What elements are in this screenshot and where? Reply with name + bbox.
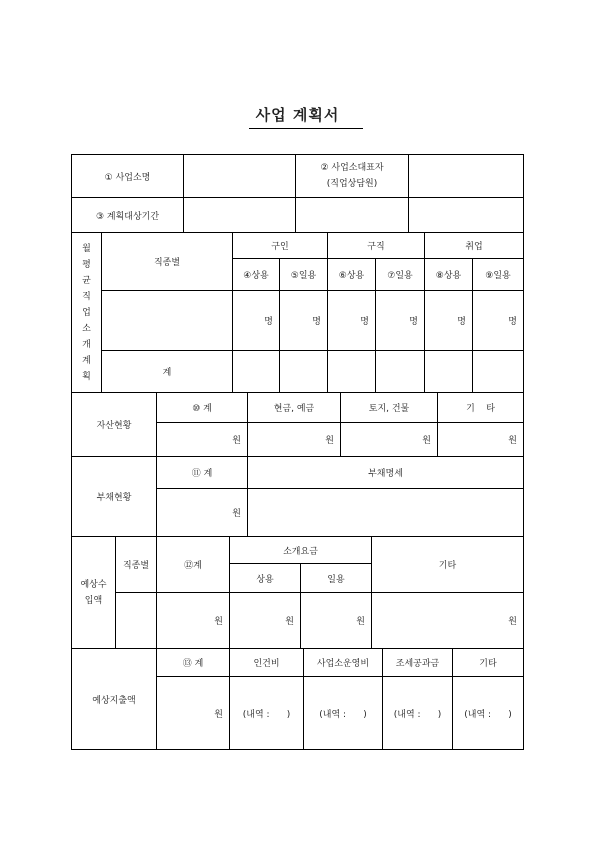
income-other-label: 기타	[372, 537, 523, 593]
debts-detail-cell[interactable]	[248, 489, 523, 537]
assets-header: ⑩ 계	[157, 393, 248, 423]
expense-detail-cell[interactable]: (내역 : )	[383, 677, 453, 749]
debts-total-label: ⑪ 계	[157, 457, 248, 489]
expense-total-cell[interactable]: 원	[157, 677, 230, 749]
income-total-label: ⑫계	[157, 537, 230, 593]
debts-total-cell[interactable]: 원	[157, 489, 248, 537]
monthly-total-cell[interactable]	[473, 351, 523, 393]
expense-header: 인건비	[230, 649, 304, 677]
monthly-total-cell[interactable]	[233, 351, 280, 393]
expense-side-label: 예상지출액	[72, 649, 157, 749]
assets-value-cell[interactable]: 원	[341, 423, 438, 457]
expense-header: 기타	[453, 649, 523, 677]
monthly-sub-header: ④상용	[233, 259, 280, 291]
income-value-cell[interactable]: 원	[230, 593, 301, 649]
monthly-group-employ: 취업	[425, 233, 523, 259]
title-underline	[249, 128, 363, 129]
monthly-job-type-field[interactable]	[102, 291, 233, 351]
expense-header: 조세공과금	[383, 649, 453, 677]
income-job-type-label: 직종별	[116, 537, 157, 593]
monthly-count-cell[interactable]: 명	[328, 291, 376, 351]
monthly-sub-header: ⑨일용	[473, 259, 523, 291]
monthly-count-cell[interactable]: 명	[280, 291, 328, 351]
representative-label-line1: ② 사업소대표자	[320, 163, 384, 173]
monthly-total-cell[interactable]	[280, 351, 328, 393]
expense-header: ⑬ 계	[157, 649, 230, 677]
income-fee-label: 소개요금	[230, 537, 372, 564]
income-sub-header: 상용	[230, 564, 301, 593]
income-value-cell[interactable]: 원	[372, 593, 523, 649]
monthly-group-recruit: 구인	[233, 233, 328, 259]
monthly-sub-header: ⑧상용	[425, 259, 473, 291]
assets-header: 현금, 예금	[248, 393, 341, 423]
monthly-count-cell[interactable]: 명	[233, 291, 280, 351]
plan-period-label: ③ 계획대상기간	[72, 198, 184, 233]
expense-header: 사업소운영비	[304, 649, 383, 677]
monthly-job-type-label: 직종별	[102, 233, 233, 291]
assets-header: 토지, 건물	[341, 393, 438, 423]
monthly-total-label: 계	[102, 351, 233, 393]
business-name-field[interactable]	[184, 155, 296, 198]
monthly-sub-header: ⑥상용	[328, 259, 376, 291]
assets-value-cell[interactable]: 원	[157, 423, 248, 457]
income-job-type-cell[interactable]	[116, 593, 157, 649]
expense-detail-cell[interactable]: (내역 : )	[464, 709, 512, 720]
monthly-sub-header: ⑦일용	[376, 259, 425, 291]
monthly-total-cell[interactable]	[376, 351, 425, 393]
income-value-cell[interactable]: 원	[301, 593, 372, 649]
monthly-count-cell[interactable]: 명	[376, 291, 425, 351]
monthly-total-cell[interactable]	[425, 351, 473, 393]
plan-form-table	[71, 154, 524, 750]
monthly-total-cell[interactable]	[328, 351, 376, 393]
debts-detail-label: 부채명세	[248, 457, 523, 489]
monthly-plan-side-label: 월평균직업소개계획	[72, 233, 102, 393]
plan-period-field-2[interactable]	[296, 198, 409, 233]
expense-detail-cell[interactable]: (내역 : )	[304, 677, 383, 749]
business-name-label: ① 사업소명	[72, 155, 184, 198]
monthly-sub-header: ⑤일용	[280, 259, 328, 291]
document-title: 사업 계획서	[255, 106, 340, 124]
monthly-group-jobseek: 구직	[328, 233, 425, 259]
plan-period-field-3[interactable]	[409, 198, 523, 233]
expense-detail-cell[interactable]: (내역 : )	[230, 677, 304, 749]
income-value-cell[interactable]: 원	[157, 593, 230, 649]
assets-value-cell[interactable]: 원	[248, 423, 341, 457]
income-side-label: 예상수입액	[72, 537, 116, 649]
income-sub-header: 일용	[301, 564, 372, 593]
representative-label	[296, 155, 409, 198]
assets-value-cell[interactable]: 원	[438, 423, 523, 457]
monthly-count-cell[interactable]: 명	[473, 291, 523, 351]
assets-header: 기 타	[438, 393, 523, 423]
debts-side-label: 부채현황	[72, 457, 157, 537]
representative-field[interactable]	[409, 155, 523, 198]
monthly-count-cell[interactable]: 명	[425, 291, 473, 351]
assets-side-label: 자산현황	[72, 393, 157, 457]
plan-period-field[interactable]	[184, 198, 296, 233]
representative-label-line2: (직업상담원)	[326, 179, 378, 189]
